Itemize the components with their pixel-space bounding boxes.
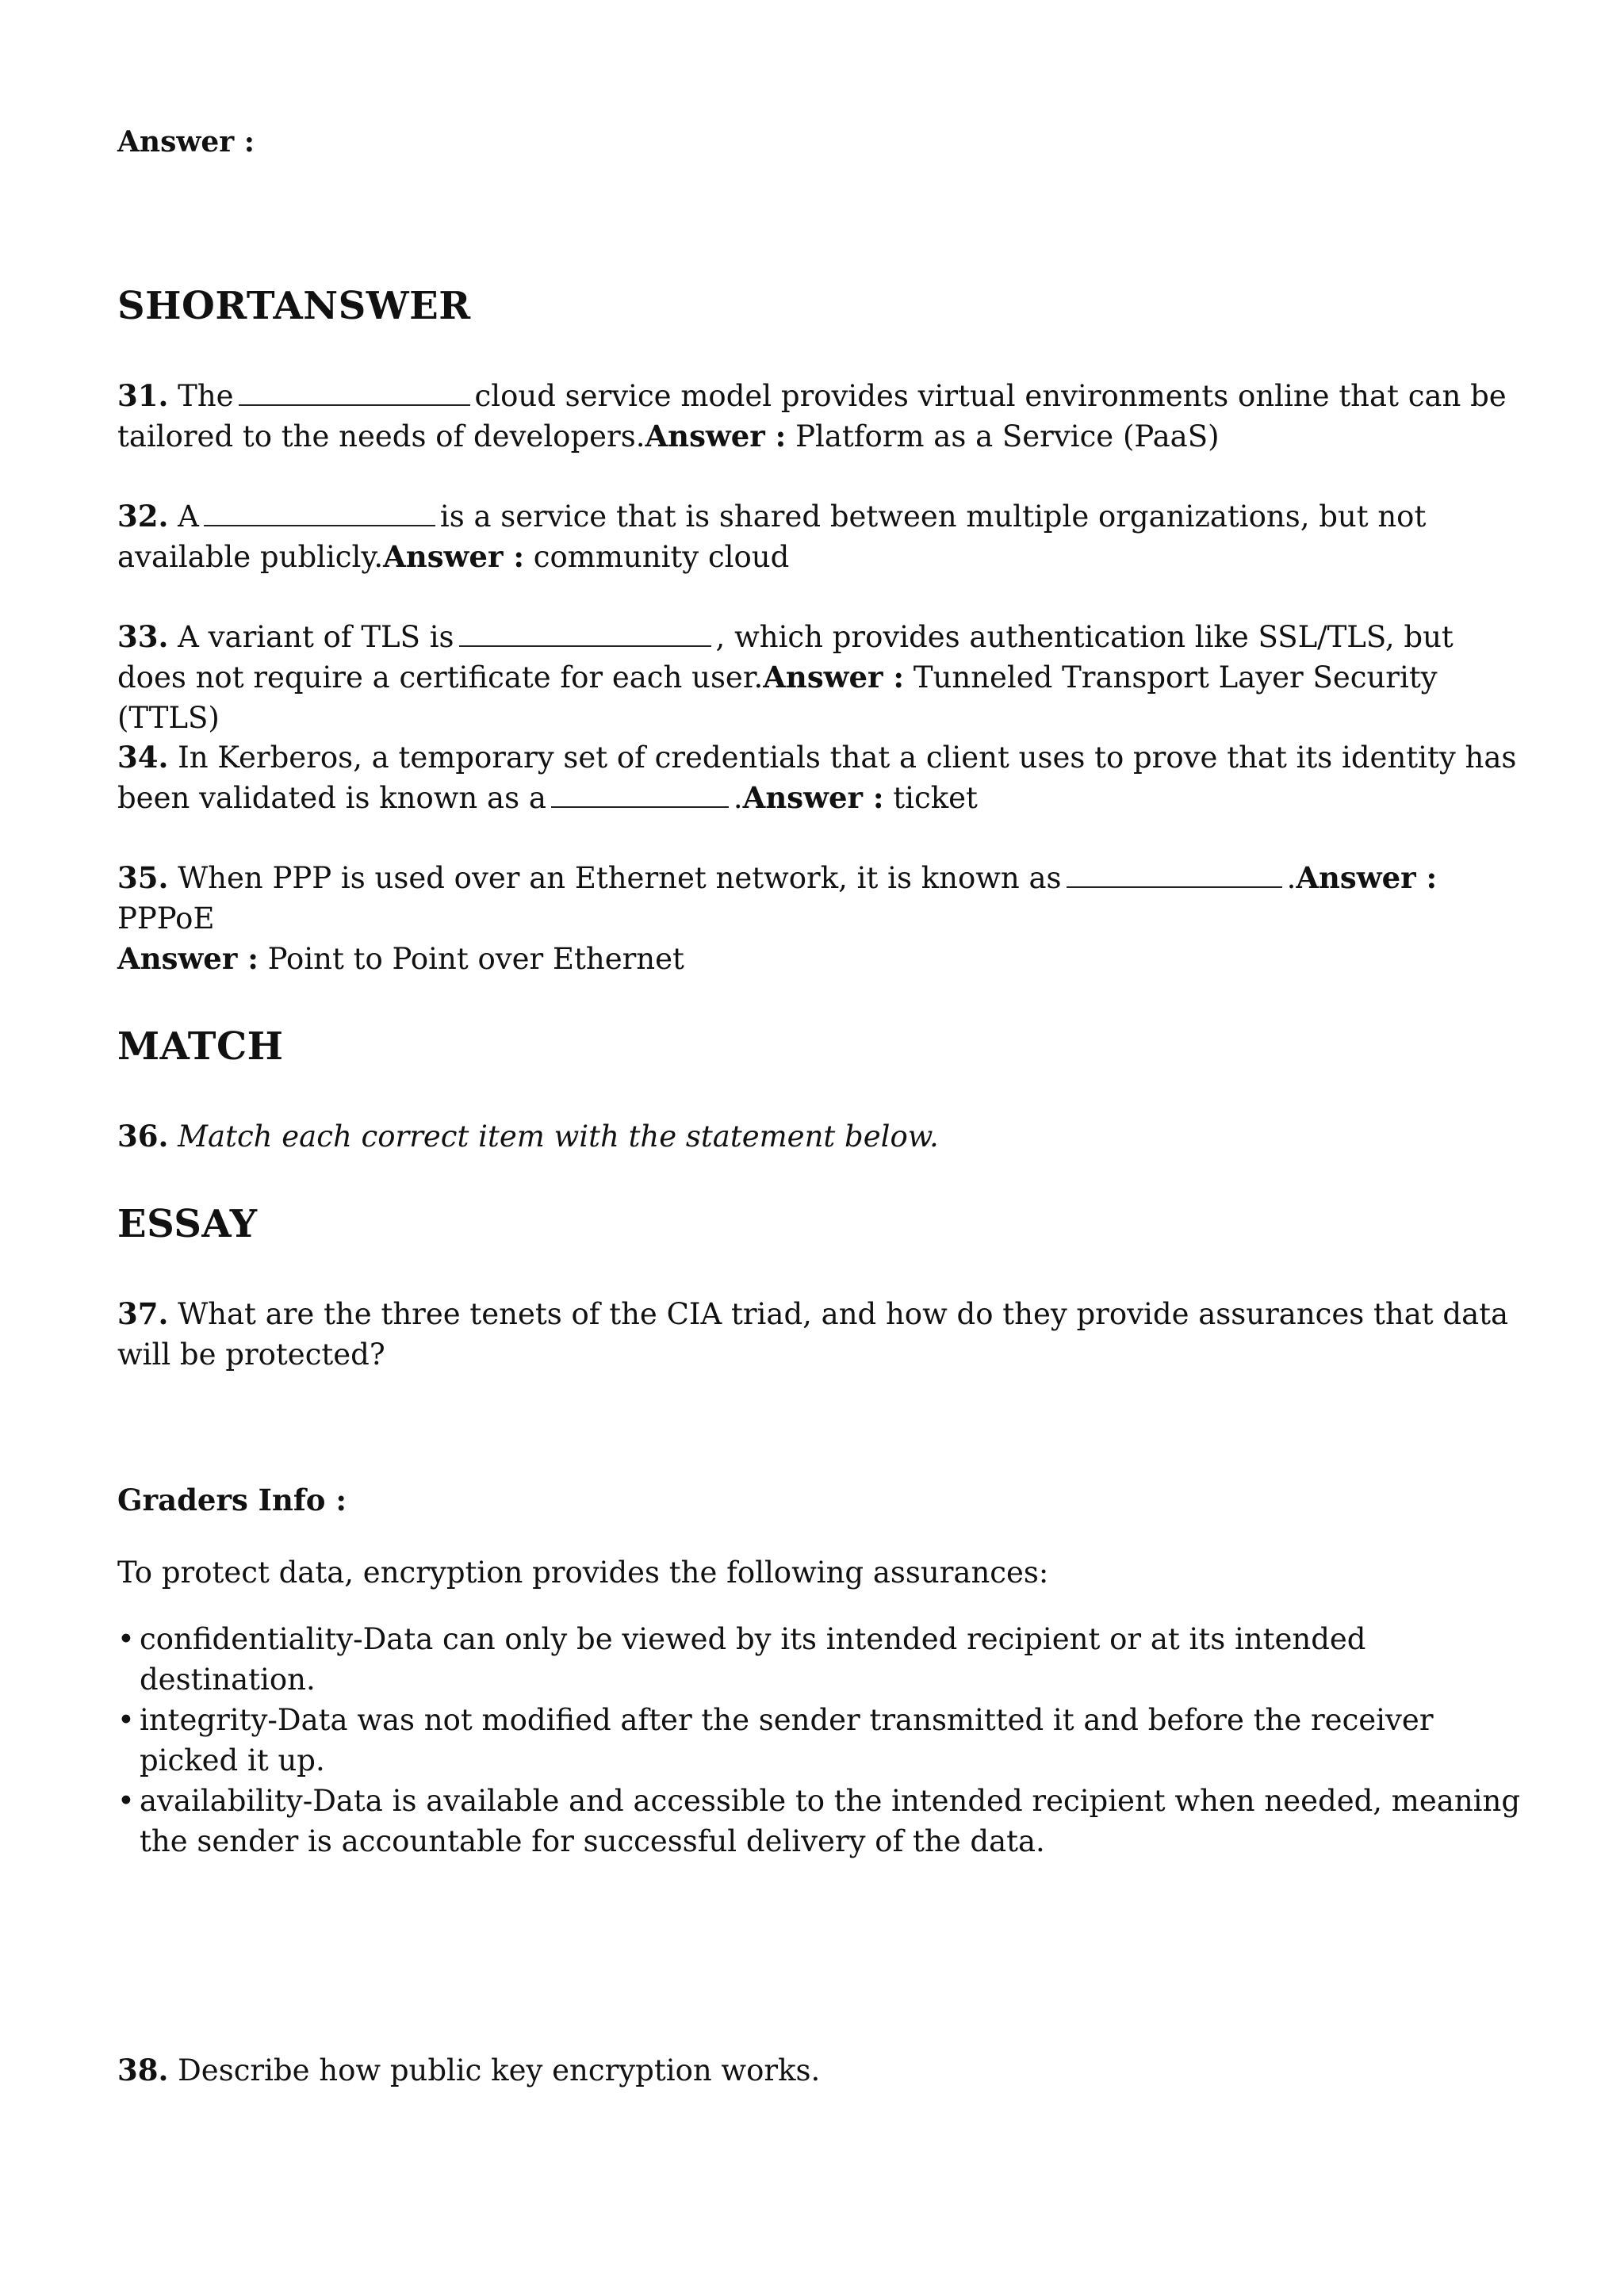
- question-text: Describe how public key encryption works.: [178, 2053, 821, 2087]
- question-text: A: [178, 499, 199, 534]
- answer-blank: [239, 376, 470, 406]
- question-text: When PPP is used over an Ethernet network, it is known as: [178, 861, 1062, 895]
- answer-text: Point to Point over Ethernet: [267, 942, 684, 976]
- answer-text: Platform as a Service (PaaS): [795, 419, 1220, 453]
- question-37: [117, 1294, 1521, 1375]
- question-32: [117, 496, 1521, 577]
- answer-label: Answer :: [383, 539, 524, 574]
- answer-label: Answer :: [763, 660, 905, 695]
- question-number: 38.: [117, 2053, 169, 2087]
- question-number: 32.: [117, 499, 169, 534]
- graders-info-label: Graders Info :: [117, 1483, 347, 1517]
- question-text: , which provides authentication like SSL/TLS, but does not require a certificate for each user.: [117, 620, 1454, 695]
- question-31: [117, 376, 1521, 457]
- question-number: 35.: [117, 860, 169, 895]
- answer-label: Answer :: [117, 941, 259, 976]
- question-text: is a service that is shared between multiple organizations, but not available publicly.: [117, 499, 1427, 574]
- question-number: 31.: [117, 378, 169, 413]
- question-number: 36.: [117, 1119, 169, 1154]
- answer-blank: [459, 617, 711, 647]
- question-text: .: [733, 781, 743, 815]
- answer-blank: [551, 778, 729, 808]
- question-number: 37.: [117, 1296, 169, 1331]
- assurance-list: [117, 1619, 1521, 1862]
- question-text: .: [1286, 861, 1297, 895]
- question-text: The: [178, 379, 234, 413]
- graders-intro-text: To protect data, encryption provides the following assurances:: [117, 1556, 1049, 1590]
- answer-blank: [204, 496, 435, 526]
- bullet-icon: •: [117, 1784, 135, 1818]
- answer-label: Answer :: [742, 780, 884, 815]
- question-34: [117, 737, 1521, 818]
- question-text: What are the three tenets of the CIA triad, and how do they provide assurances that data will be protected?: [117, 1297, 1509, 1372]
- list-item: [117, 1700, 1521, 1781]
- question-33: [117, 617, 1521, 738]
- question-38: [117, 2050, 1521, 2091]
- section-heading-match: MATCH: [117, 1024, 284, 1069]
- list-item: [117, 1619, 1521, 1700]
- list-item-text: availability-Data is available and accessible to the intended recipient when needed, meaning the sender is accountable for successful delivery of the data.: [140, 1784, 1521, 1858]
- section-heading-short-answer: SHORTANSWER: [117, 284, 471, 328]
- answer-text: community cloud: [533, 540, 790, 574]
- question-text: A variant of TLS is: [178, 620, 454, 654]
- bullet-icon: •: [117, 1703, 135, 1737]
- section-heading-essay: ESSAY: [117, 1202, 258, 1246]
- answer-text: PPPoE: [117, 901, 215, 936]
- question-text: Match each correct item with the statement below.: [178, 1119, 939, 1154]
- answer-text: Tunneled Transport Layer Security (TTLS): [117, 660, 1438, 735]
- question-text: cloud service model provides virtual environments online that can be tailored to the needs of developers.: [117, 379, 1507, 453]
- list-item-text: integrity-Data was not modified after the sender transmitted it and before the receiver picked it up.: [140, 1703, 1434, 1777]
- question-35: [117, 858, 1521, 979]
- answer-label: Answer :: [1296, 860, 1438, 895]
- question-number: 34.: [117, 740, 169, 775]
- question-number: 33.: [117, 619, 169, 654]
- list-item-text: confidentiality-Data can only be viewed by its intended recipient or at its intended destination.: [140, 1622, 1366, 1697]
- bullet-icon: •: [117, 1622, 135, 1656]
- question-36: [117, 1116, 1521, 1157]
- answer-blank: [1067, 858, 1282, 888]
- answer-text: ticket: [893, 781, 978, 815]
- answer-label: Answer :: [117, 125, 255, 159]
- question-text: In Kerberos, a temporary set of credentials that a client uses to prove that its identity has been validated is known as a: [117, 740, 1517, 815]
- list-item: [117, 1781, 1521, 1862]
- answer-label: Answer :: [645, 419, 787, 453]
